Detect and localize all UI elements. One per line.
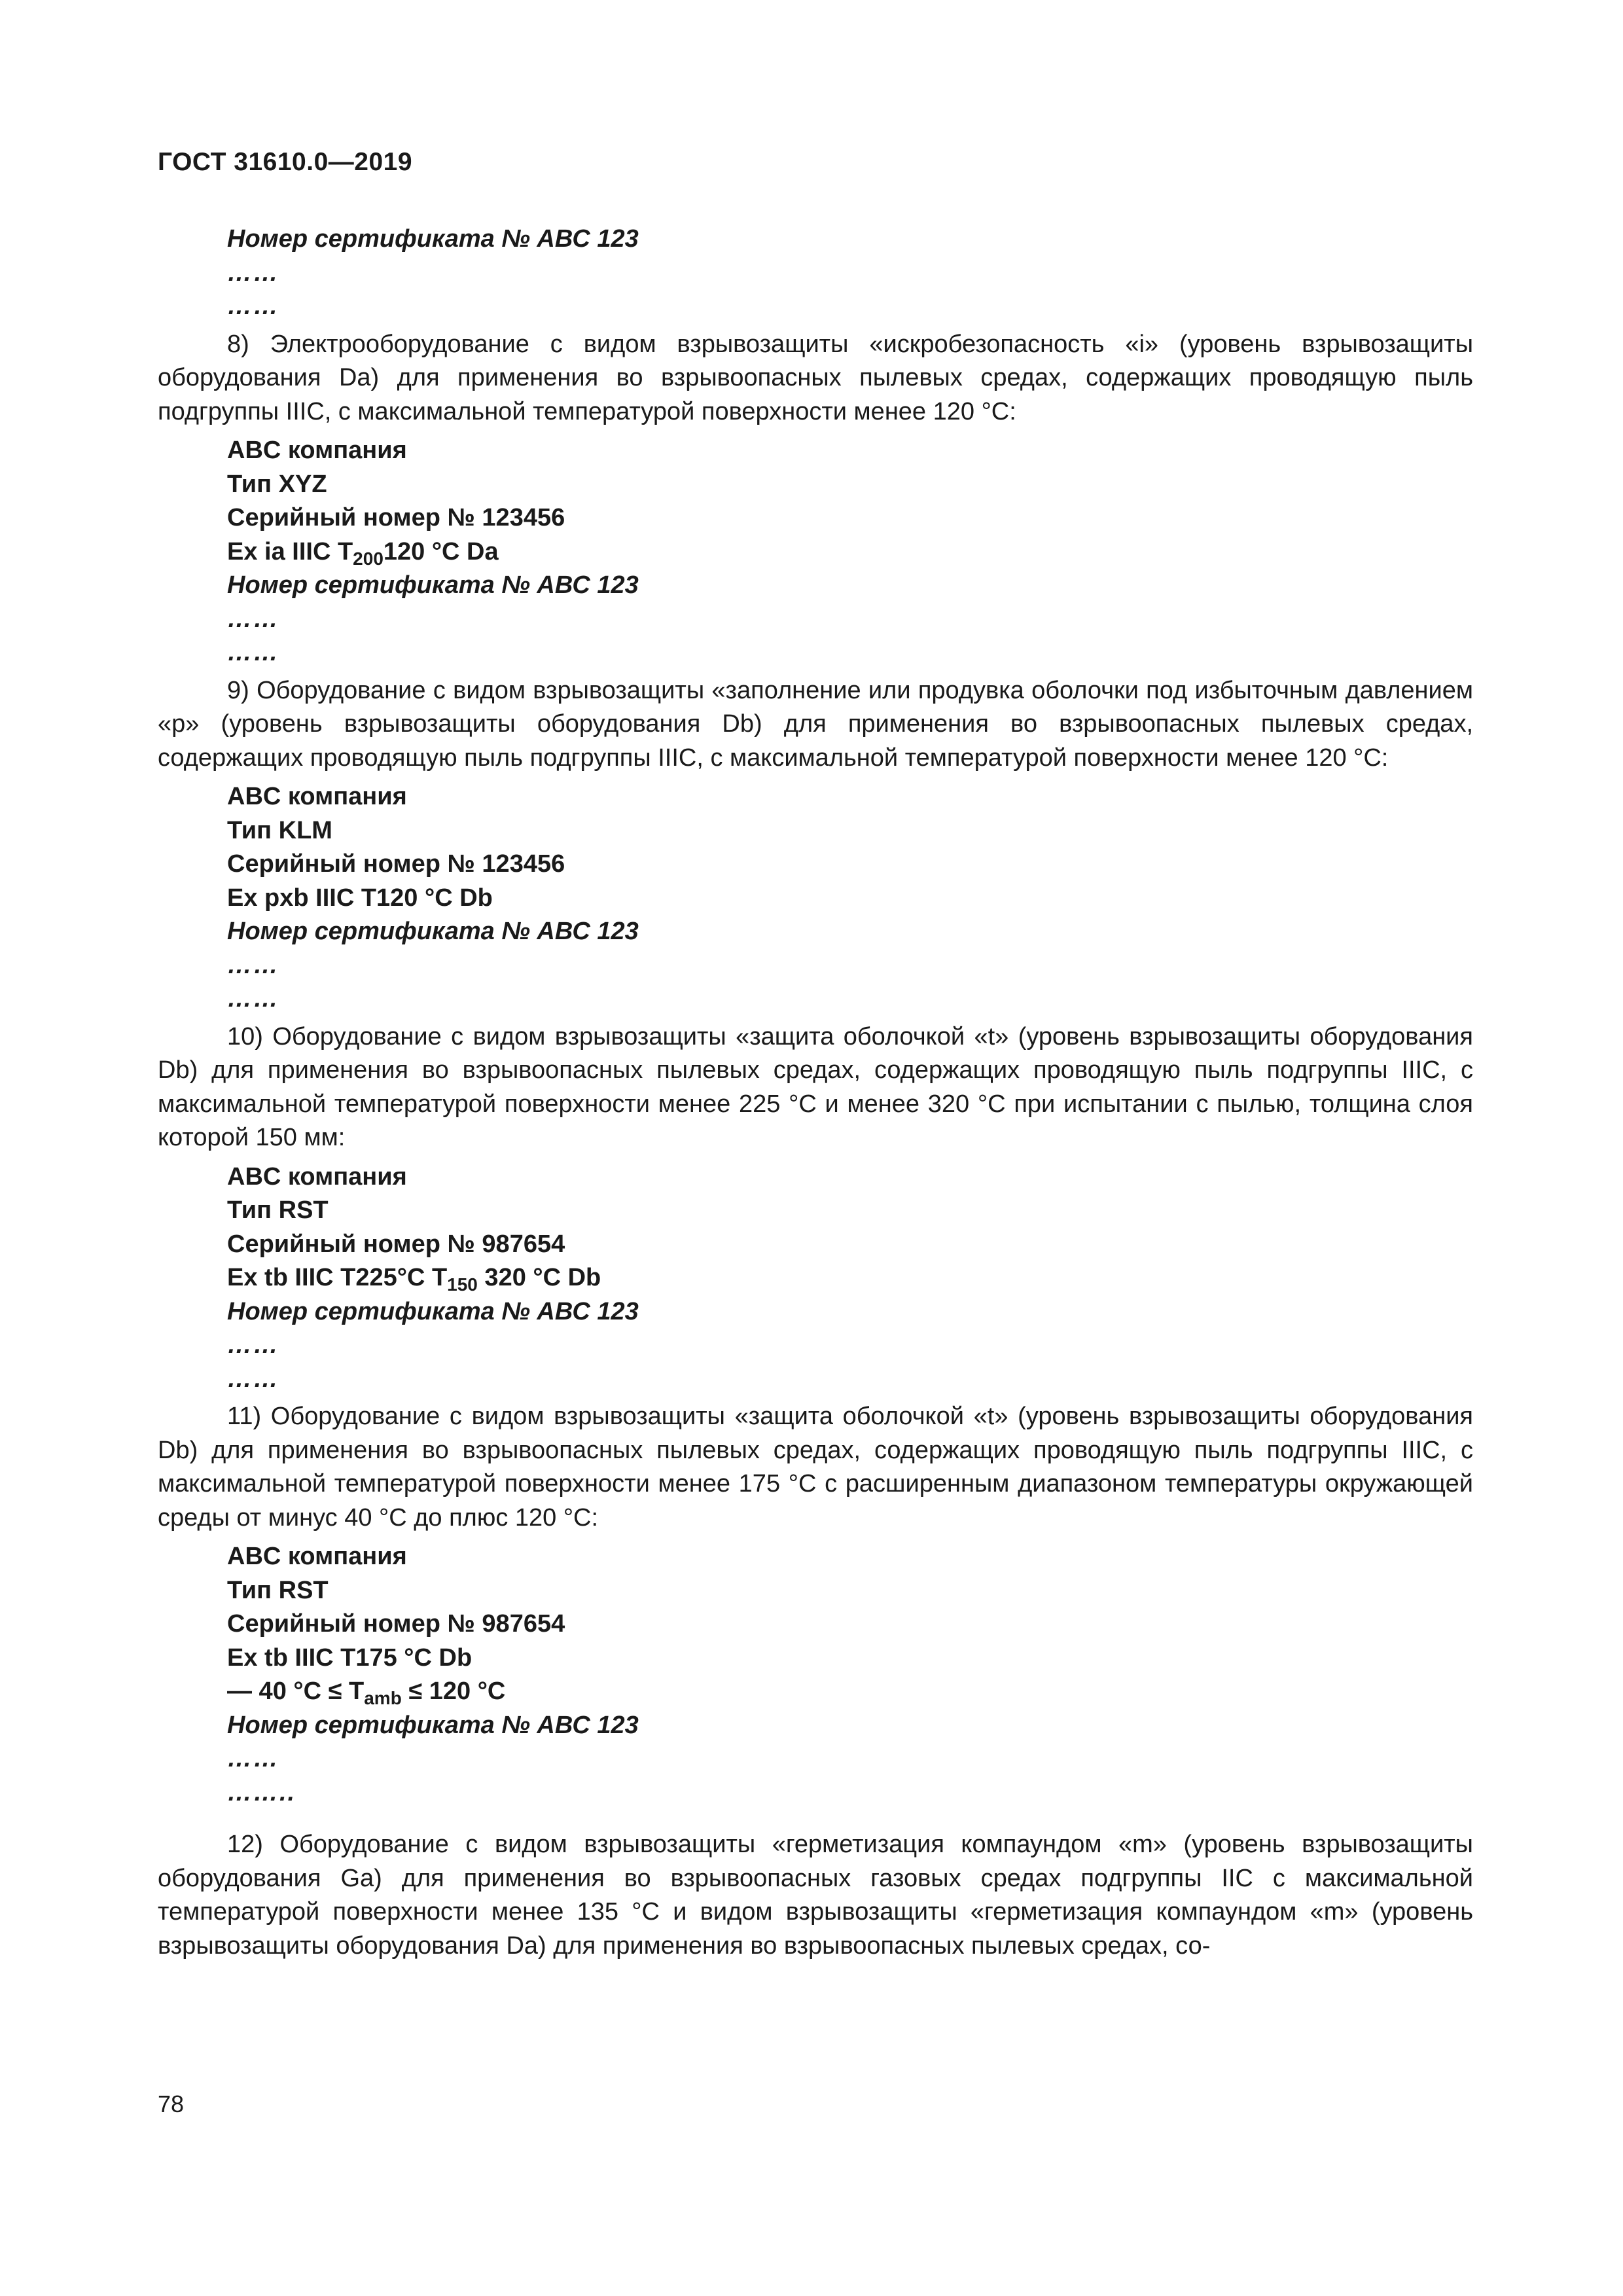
marking-temperature-range: [158, 1675, 1473, 1709]
marking-ex-code: [158, 1261, 1473, 1295]
temperature-range-subscript: amb: [364, 1688, 402, 1708]
ellipsis-line: ……: [227, 293, 279, 320]
ellipsis-line: ……: [227, 1365, 279, 1393]
document-body: [158, 223, 1473, 1968]
ellipsis-line: ……: [227, 951, 279, 979]
marking-ex-code: Ex tb IIIC T175 °C Db: [227, 1643, 473, 1672]
paragraph-item-8: 8) Электрооборудование с видом взрывозащиты «искробезопасность «i» (уровень взрывозащиты оборудования Da) для применения во взрывоопасных пылевых средах, содержащих проводящую пыль подгруппы IIIC, с максимальной температурой поверхности менее 120 °C:: [158, 330, 1473, 425]
marking-company: ABC компания: [227, 1543, 407, 1570]
certificate-number: Номер сертификата № АВС 123: [227, 918, 639, 945]
certificate-number: Номер сертификата № АВС 123: [227, 1297, 639, 1325]
page-number: 78: [158, 2090, 185, 2117]
paragraph-item-10: 10) Оборудование с видом взрывозащиты «защита оболочкой «t» (уровень взрывозащиты оборудования Db) для применения во взрывоопасных пылевых средах, содержащих проводящую пыль подгруппы IIIC, с максимальной температурой поверхности менее 225 °C и менее 320 °C при испытании с пылью, толщина слоя которой 150 мм:: [158, 1022, 1473, 1151]
spacer: [158, 1810, 1473, 1824]
ellipsis-line: ……: [227, 985, 279, 1013]
certificate-number: Номер сертификата № АВС 123: [227, 1711, 639, 1739]
marking-subscript: 150: [447, 1274, 478, 1295]
paragraph-item-12: 12) Оборудование с видом взрывозащиты «герметизация компаундом «m» (уровень взрывозащиты оборудования Ga) для применения во взрывоопасных газовых средах подгруппы IIC с максимальной температурой поверхности менее 135 °C и видом взрывозащиты «герметизация компаундом «m» (уровень взрывозащиты оборудования Da) для применения во взрывоопасных пылевых средах, со-: [158, 1831, 1473, 1960]
ellipsis-line: ……: [227, 1745, 279, 1772]
marking-ex-code: [158, 535, 1473, 569]
marking-company: ABC компания: [227, 1162, 407, 1191]
certificate-number: Номер сертификата № АВС 123: [227, 225, 639, 253]
ellipsis-line: ……: [227, 259, 279, 287]
marking-ex-code-part: Ex ia IIIC T: [227, 537, 353, 565]
marking-company: ABC компания: [227, 437, 407, 464]
marking-type: Тип RST: [227, 1196, 329, 1224]
marking-serial: Серийный номер № 987654: [227, 1610, 565, 1638]
marking-serial: Серийный номер № 123456: [227, 850, 565, 878]
marking-subscript: 200: [353, 548, 383, 569]
marking-company: ABC компания: [227, 783, 407, 810]
marking-ex-code-part: 320 °C Db: [477, 1264, 601, 1291]
marking-ex-code: Ex pxb IIIC T120 °C Db: [227, 884, 493, 912]
page-header-standard: ГОСТ 31610.0—2019: [158, 148, 413, 176]
marking-ex-code-part: 120 °C Da: [383, 537, 499, 565]
marking-type: Тип KLM: [227, 816, 332, 844]
certificate-number: Номер сертификата № АВС 123: [227, 571, 639, 599]
marking-type: Тип XYZ: [227, 470, 327, 498]
ellipsis-line: ……: [227, 605, 279, 633]
ellipsis-line: ……: [227, 639, 279, 666]
marking-ex-code-part: Ex tb IIIC T225°C T: [227, 1264, 448, 1291]
ellipsis-line: ……..: [227, 1778, 296, 1806]
paragraph-item-9: 9) Оборудование с видом взрывозащиты «заполнение или продувка оболочки под избыточным давлением «р» (уровень взрывозащиты оборудования Db) для применения во взрывоопасных пылевых средах, содержащих проводящую пыль подгруппы IIIC, с максимальной температурой поверхности менее 120 °C:: [158, 676, 1473, 772]
marking-type: Тип RST: [227, 1576, 329, 1604]
marking-serial: Серийный номер № 123456: [227, 504, 565, 531]
temperature-range-part: — 40 °C ≤ T: [227, 1677, 365, 1705]
marking-serial: Серийный номер № 987654: [227, 1230, 565, 1258]
ellipsis-line: ……: [227, 1331, 279, 1359]
paragraph-item-11: 11) Оборудование с видом взрывозащиты «защита оболочкой «t» (уровень взрывозащиты оборудования Db) для применения во взрывоопасных пылевых средах, содержащих проводящую пыль подгруппы IIIC, с максимальной температурой поверхности менее 175 °C с расширенным диапазоном температуры окружающей среды от минус 40 °C до плюс 120 °C:: [158, 1403, 1473, 1532]
temperature-range-part: ≤ 120 °C: [401, 1677, 506, 1705]
